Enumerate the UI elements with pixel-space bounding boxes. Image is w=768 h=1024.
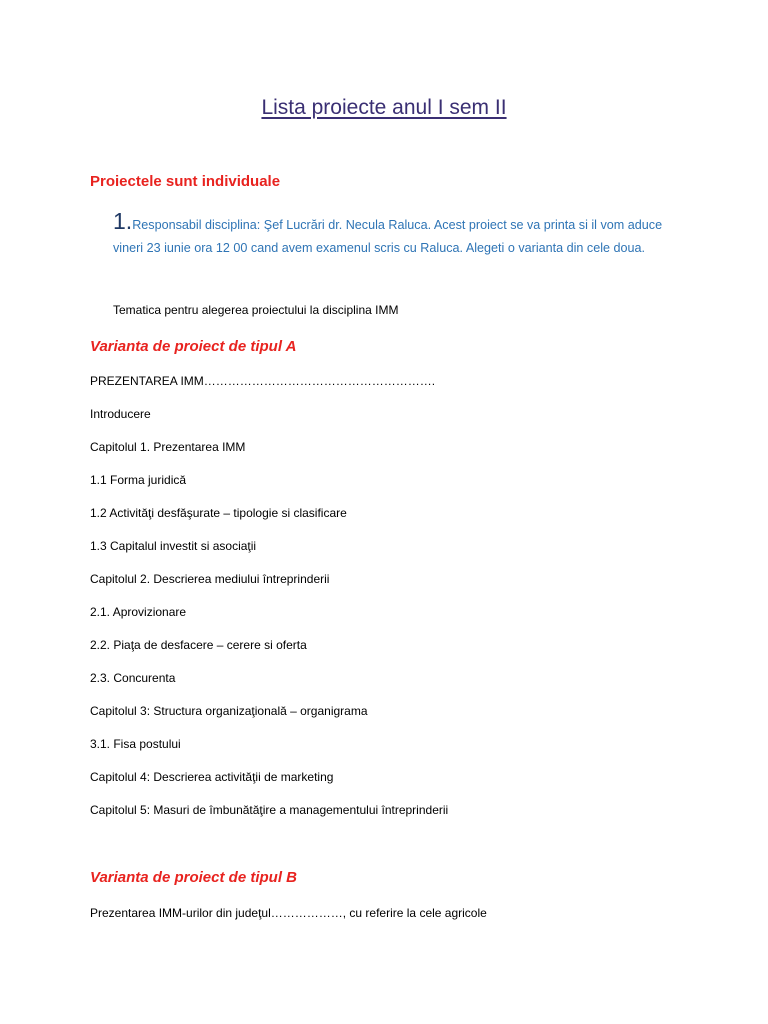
outline-line: Capitolul 1. Prezentarea IMM xyxy=(90,440,246,454)
page-title: Lista proiecte anul I sem II xyxy=(261,96,507,119)
tematica-line: Tematica pentru alegerea proiectului la disciplina IMM xyxy=(113,303,399,317)
outline-line: 2.2. Piaţa de desfacere – cerere si oferta xyxy=(90,638,307,652)
item-text: Responsabil disciplina: Şef Lucrări dr. Necula Raluca. Acest proiect se va printa si il vom aduce vineri 23 iunie ora 12 00 cand avem examenul scris cu Raluca. Alegeti o varianta din cele doua. xyxy=(113,218,663,255)
section-subheading: Proiectele sunt individuale xyxy=(90,173,281,190)
outline-line: 2.1. Aprovizionare xyxy=(90,605,187,619)
outline-line: 1.1 Forma juridică xyxy=(90,473,187,487)
outline-line: PREZENTAREA IMM…………………………………………………. xyxy=(90,374,436,388)
outline-line: 3.1. Fisa postului xyxy=(90,737,181,751)
outline-line: 1.3 Capitalul investit si asociaţii xyxy=(90,539,257,553)
outline-line: 2.3. Concurenta xyxy=(90,671,176,685)
outline-line: Capitolul 5: Masuri de îmbunătăţire a managementului întreprinderii xyxy=(90,803,449,817)
numbered-item-1 xyxy=(113,210,673,259)
variant-b-heading: Varianta de proiect de tipul B xyxy=(90,869,297,886)
outline-line: 1.2 Activităţi desfăşurate – tipologie si clasificare xyxy=(90,506,347,520)
outline-line: Capitolul 4: Descrierea activităţii de marketing xyxy=(90,770,334,784)
variant-a-heading: Varianta de proiect de tipul A xyxy=(90,338,297,355)
item-number: 1. xyxy=(113,208,133,234)
outline-line: Capitolul 2. Descrierea mediului întreprinderii xyxy=(90,572,330,586)
outline-line: Prezentarea IMM-urilor din judeţul………………, cu referire la cele agricole xyxy=(90,906,487,920)
outline-line: Capitolul 3: Structura organizaţională – organigrama xyxy=(90,704,368,718)
outline-line: Introducere xyxy=(90,407,151,421)
